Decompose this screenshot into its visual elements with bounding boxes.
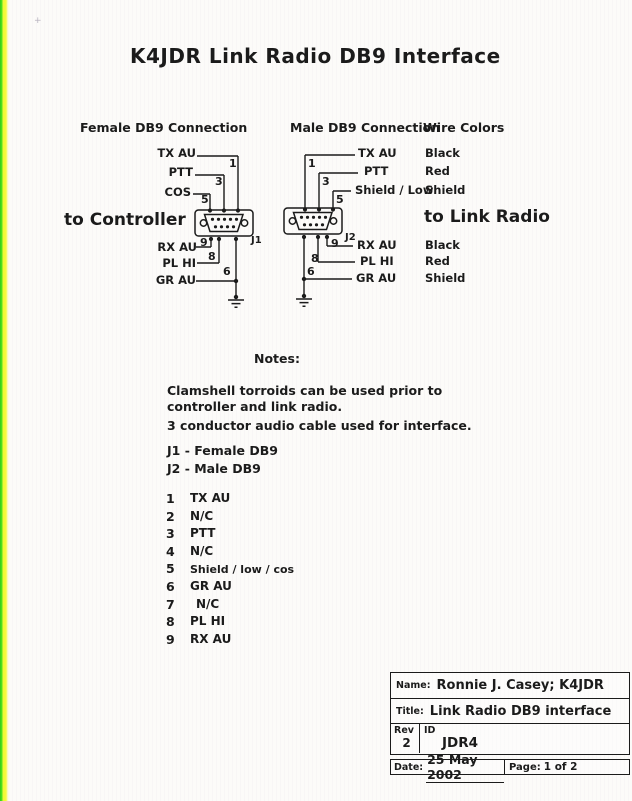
left-signal-ptt: PTT [168,165,193,179]
left-pin-number-6: 6 [223,265,231,278]
left-signal-pl-hi: PL HI [162,256,196,270]
right-pin-number-5: 5 [336,193,344,206]
to-link-radio-label: to Link Radio [424,207,550,227]
right-signal-gr-au: GR AU [356,271,397,285]
title-value: Link Radio DB9 interface [429,703,612,719]
id-cell [420,724,629,753]
pinout-pin: 4 [166,543,175,559]
pinout-pin: 3 [166,526,175,542]
left-pin-number-1: 1 [229,157,237,170]
date-cell [391,751,504,782]
notes-line-2: controller and link radio. [167,399,343,414]
right-pin-number-6: 6 [307,265,315,278]
left-pin-number-3: 3 [215,175,223,188]
rev-cell [391,724,420,753]
title-label: Title: [396,705,424,717]
pinout-pin: 5 [166,561,175,577]
left-signal-cos: COS [164,185,191,199]
pinout-row-9 [166,632,294,650]
pinout-row-3 [166,526,294,544]
left-pin-number-5: 5 [201,193,209,206]
wire-color-shield: Shield [425,183,466,197]
date-value: 25 May 2002 [426,752,504,783]
pinout-signal: GR AU [190,578,232,593]
title-block-title-row [391,699,629,724]
notes-line-3: 3 conductor audio cable used for interface. [167,418,472,433]
right-pin-number-9: 9 [331,237,339,250]
pinout-signal: PTT [190,526,216,541]
notes-line-1: Clamshell torroids can be used prior to [167,383,443,398]
pinout-row-8 [166,614,294,632]
pinout-signal: RX AU [190,631,232,646]
right-signal-tx-au: TX AU [358,146,397,160]
pinout-pin: 6 [166,578,175,594]
wire-color-pl: Red [425,254,450,268]
title-block-rev-id-row [391,724,629,753]
female-db9-heading: Female DB9 Connection [80,120,248,135]
id-value: JDR4 [442,735,479,751]
wire-color-tx: Black [425,146,460,160]
pinout-pin: 8 [166,614,175,630]
title-block-name-row [391,673,629,699]
left-ground-symbol [228,300,244,307]
connector-j1-label: J1 [251,235,262,246]
left-pin-number-8: 8 [208,250,216,263]
pinout-row-2 [166,509,294,527]
title-block [390,672,630,755]
wire-color-ptt: Red [425,164,450,178]
pinout-row-4 [166,544,294,562]
pinout-signal: N/C [190,508,214,523]
note-j2-definition: J2 - Male DB9 [167,461,261,476]
pinout-list [166,491,294,649]
pinout-pin: 7 [166,596,175,612]
wire-color-gr: Shield [425,271,466,285]
pinout-signal: N/C [196,596,220,611]
right-signal-rx-au: RX AU [357,238,397,252]
title-block-date-row [390,751,630,782]
male-db9-heading: Male DB9 Connection [290,120,441,135]
pinout-row-5 [166,561,294,579]
right-signal-ptt: PTT [364,164,389,178]
scan-artifact-mark: + [34,16,42,26]
rev-value: 2 [402,736,411,750]
right-ground-symbol [296,299,312,306]
page-title: K4JDR Link Radio DB9 Interface [130,44,501,68]
left-signal-gr-au: GR AU [155,273,196,287]
connector-j2-label: J2 [345,232,356,243]
wire-color-rx: Black [425,238,460,252]
note-j1-definition: J1 - Female DB9 [167,443,278,458]
right-signal-shield-low: Shield / Low [355,183,434,197]
name-label: Name: [396,680,431,691]
left-pin-number-9: 9 [200,236,208,249]
notes-heading: Notes: [254,351,300,366]
pinout-signal: TX AU [190,491,231,505]
name-value: Ronnie J. Casey; K4JDR [436,678,604,693]
pinout-pin: 1 [166,491,175,506]
pinout-signal: N/C [190,543,214,558]
page-cell [504,760,629,774]
pinout-pin: 2 [166,508,175,524]
id-label: ID [424,725,436,736]
left-signal-rx-au: RX AU [157,240,197,254]
pinout-signal: Shield / low / cos [190,563,295,577]
right-pin-number-1: 1 [308,157,316,170]
right-signal-pl-hi: PL HI [360,254,394,268]
pinout-pin: 9 [166,631,175,647]
left-signal-tx-au: TX AU [157,146,196,160]
wire-colors-heading: Wire Colors [423,120,505,135]
page-label: Page: [509,761,541,773]
pinout-row-1 [166,491,294,509]
rev-label: Rev [394,725,414,736]
date-label: Date: [394,761,424,773]
to-controller-label: to Controller [64,210,186,230]
pinout-signal: PL HI [190,614,226,629]
right-pin-number-3: 3 [322,175,330,188]
connector-j2-male-db9 [284,208,342,234]
page-value: 1 of 2 [543,761,578,773]
connector-j1-female-db9 [195,210,253,236]
pinout-row-6 [166,579,294,597]
pinout-row-7 [166,597,294,615]
right-pin-number-8: 8 [311,252,319,265]
